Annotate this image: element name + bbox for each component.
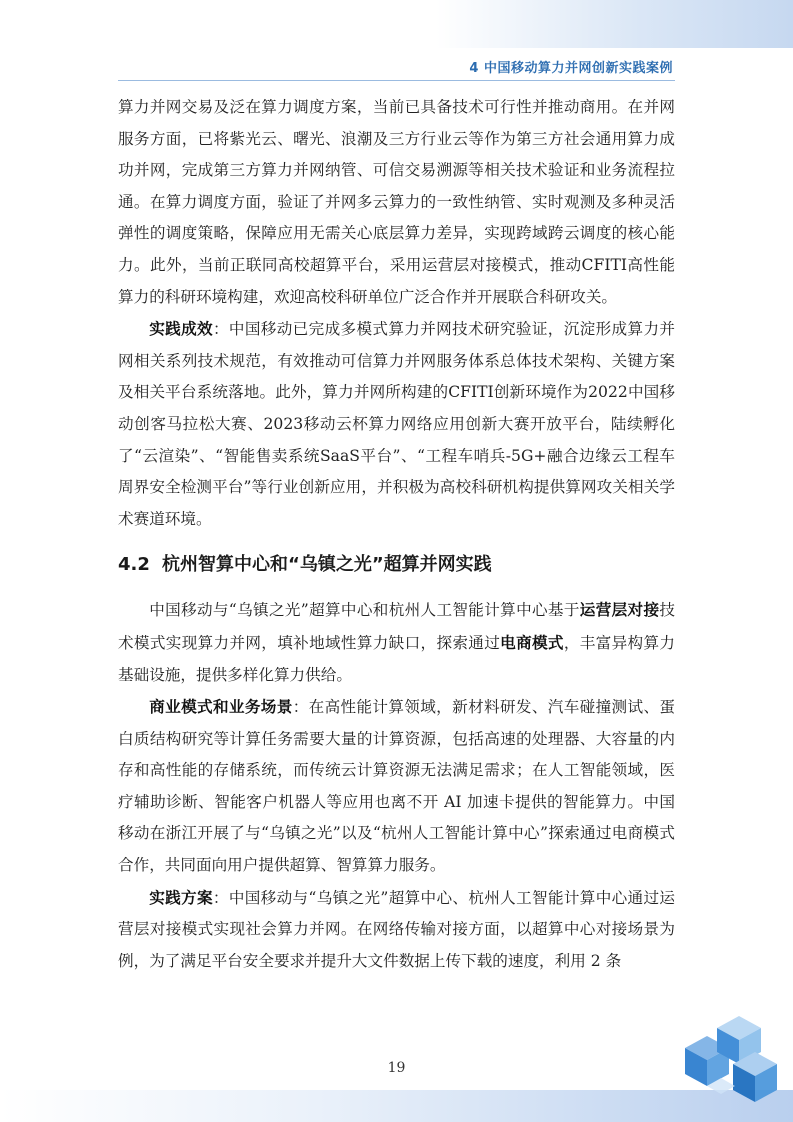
cube-logo-icon: [677, 1008, 783, 1108]
section-number: 4.2: [118, 554, 150, 576]
paragraph: 中国移动与“乌镇之光”超算中心和杭州人工智能计算中心基于运营层对接技术模式实现算力并网，填补地域性算力缺口，探索通过电商模式，丰富异构算力基础设施，提供多样化算力供给。: [118, 600, 675, 684]
paragraph: 实践成效：中国移动已完成多模式算力并网技术研究验证，沉淀形成算力并网相关系列技术规范，有效推动可信算力并网服务体系总体技术架构、关键方案及相关平台系统落地。此外，算力并网所构建的CFITI创新环境作为2022中国移动创客马拉松大赛、2023移动云杯算力网络应用创新大赛开放平台，陆续孵化了“云渲染”、“智能售卖系统SaaS平台”、“工程车哨兵-5G+融合边缘云工程车周界安全检测平台”等行业创新应用，并积极为高校科研机构提供算网攻关相关学术赛道环境。: [118, 319, 675, 528]
section-title: 杭州智算中心和“乌镇之光”超算并网实践: [162, 554, 492, 576]
page-body: [118, 92, 675, 977]
header-divider: [118, 80, 675, 81]
paragraph: 实践方案：中国移动与“乌镇之光”超算中心、杭州人工智能计算中心通过运营层对接模式实现社会算力并网。在网络传输对接方面，以超算中心对接场景为例，为了满足平台安全要求并提升大文件数据上传下载的速度，利用 2 条: [118, 887, 675, 970]
paragraph: 算力并网交易及泛在算力调度方案，当前已具备技术可行性并推动商用。在并网服务方面，已将紫光云、曙光、浪潮及三方行业云等作为第三方社会通用算力成功并网，完成第三方算力并网纳管、可信交易溯源等相关技术验证和业务流程拉通。在算力调度方面，验证了并网多云算力的一致性纳管、实时观测及多种灵活弹性的调度策略，保障应用无需关心底层算力差异，实现跨域跨云调度的核心能力。此外，当前正联同高校超算平台，采用运营层对接模式，推动CFITI高性能算力的科研环境构建，欢迎高校科研单位广泛合作并开展联合科研攻关。: [118, 98, 675, 306]
paragraph: 商业模式和业务场景：在高性能计算领域，新材料研发、汽车碰撞测试、蛋白质结构研究等计算任务需要大量的计算资源，包括高速的处理器、大容量的内存和高性能的存储系统，而传统云计算资源无法满足需求；在人工智能领域，医疗辅助诊断、智能客户机器人等应用也离不开 AI 加速卡提供的智能算力。中国移动在浙江开展了与“乌镇之光”以及“杭州人工智能计算中心”探索通过电商模式合作，共同面向用户提供超算、智算算力服务。: [118, 697, 675, 875]
bottom-decorative-band: [0, 1090, 793, 1122]
page-number: 19: [387, 1060, 406, 1076]
bold-term: 运营层对接: [579, 600, 660, 620]
top-decorative-band: [0, 0, 793, 48]
bold-label: 实践方案: [149, 887, 213, 907]
running-header: 4 中国移动算力并网创新实践案例: [469, 61, 673, 76]
bold-label: 商业模式和业务场景: [149, 697, 293, 717]
bold-label: 实践成效: [149, 319, 213, 339]
bold-term: 电商模式: [500, 632, 564, 652]
section-heading: [118, 550, 675, 580]
